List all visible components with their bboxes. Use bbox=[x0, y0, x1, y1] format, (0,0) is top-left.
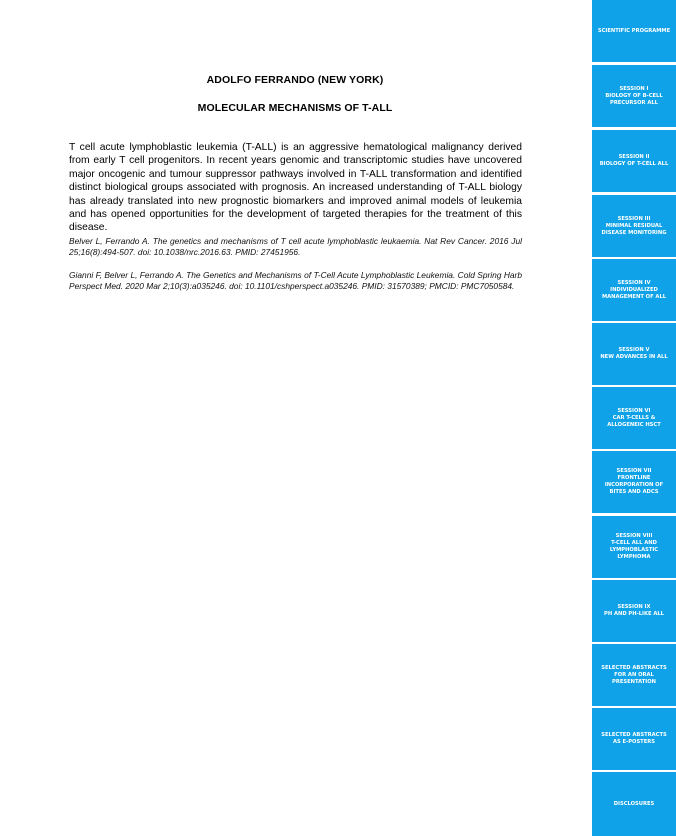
nav-session-1[interactable] bbox=[592, 65, 676, 127]
nav-session-9[interactable] bbox=[592, 580, 676, 642]
nav-session-3[interactable] bbox=[592, 195, 676, 257]
nav-label: SESSION IX PH AND PH-LIKE ALL bbox=[604, 604, 664, 617]
abstract-body: T cell acute lymphoblastic leukemia (T-ALL) is an aggressive hematological malignancy derived from early T cell progenitors. In recent years genomic and transcriptomic studies have uncovered major oncogenic and tumour suppressor pathways involved in T-ALL transformation and identified distinct biological groups associated with prognosis. An increased understanding of T-ALL biology has already translated into new prognostic biomarkers and improved animal models of leukemia and has opened opportunities for the development of targeted therapies for the treatment of this disease. bbox=[69, 142, 522, 234]
reference-2: Gianni F, Belver L, Ferrando A. The Genetics and Mechanisms of T-Cell Acute Lymphoblastic Leukemia. Cold Spring Harb Perspect Med. 2020 Mar 2;10(3):a035246. doi: 10.1101/cshperspect.a035246. PMID: 31570389; PMCID: PMC7050584. bbox=[69, 270, 522, 292]
reference-1: Belver L, Ferrando A. The genetics and mechanisms of T cell acute lymphoblastic leukaemia. Nat Rev Cancer. 2016 Jul 25;16(8):494-507. doi: 10.1038/nrc.2016.63. PMID: 27451956. bbox=[69, 236, 522, 258]
nav-session-2[interactable] bbox=[592, 130, 676, 192]
nav-label: SESSION VII FRONTLINE INCORPORATION OF BITES AND ADCS bbox=[604, 468, 664, 495]
nav-label: SELECTED ABSTRACTS FOR AN ORAL PRESENTATION bbox=[601, 664, 667, 685]
nav-label: SESSION VI CAR T-CELLS & ALLOGENEIC HSCT bbox=[607, 407, 661, 428]
nav-scientific-programme[interactable] bbox=[592, 0, 676, 62]
nav-label: SESSION VIII T-CELL ALL AND LYMPHOBLASTIC LYMPHOMA bbox=[609, 533, 659, 560]
nav-label: SESSION II BIOLOGY OF T-CELL ALL bbox=[599, 154, 669, 167]
nav-label: DISCLOSURES bbox=[613, 800, 655, 807]
nav-selected-abstracts-oral[interactable] bbox=[592, 644, 676, 706]
nav-label: SESSION III MINIMAL RESIDUAL DISEASE MONITORING bbox=[601, 215, 667, 236]
nav-label: SELECTED ABSTRACTS AS E-POSTERS bbox=[601, 732, 667, 745]
nav-session-6[interactable] bbox=[592, 387, 676, 449]
nav-disclosures[interactable] bbox=[592, 772, 676, 836]
nav-selected-abstracts-eposters[interactable] bbox=[592, 708, 676, 770]
nav-session-7[interactable] bbox=[592, 451, 676, 513]
programme-sidebar bbox=[592, 0, 676, 836]
nav-label: SESSION IV INDIVIDUALIZED MANAGEMENT OF ALL bbox=[601, 279, 667, 300]
nav-session-8[interactable] bbox=[592, 516, 676, 578]
nav-session-5[interactable] bbox=[592, 323, 676, 385]
nav-label: SESSION I BIOLOGY OF B-CELL PRECURSOR ALL bbox=[605, 85, 663, 106]
nav-label: SESSION V NEW ADVANCES IN ALL bbox=[600, 347, 668, 360]
author-heading: ADOLFO FERRANDO (NEW YORK) bbox=[206, 74, 384, 86]
abstract-title: MOLECULAR MECHANISMS OF T-ALL bbox=[197, 102, 393, 114]
nav-session-4[interactable] bbox=[592, 259, 676, 321]
nav-label: SCIENTIFIC PROGRAMME bbox=[597, 27, 671, 34]
